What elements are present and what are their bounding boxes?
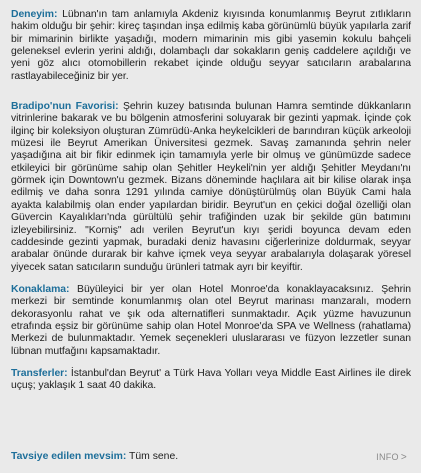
spacer	[11, 93, 411, 101]
section-heading: Konaklama:	[11, 283, 70, 295]
section-recommended-season	[11, 451, 411, 463]
info-link[interactable]	[376, 451, 407, 464]
section-bradipo-favorite	[11, 101, 411, 274]
section-heading: Deneyim:	[11, 9, 58, 20]
section-body: Şehrin kuzey batısında bulunan Hamra semtinde dükkanların vitrinlerine bakarak ve bu bölgenin atmosferini soluyarak bir gezinti yapmak. İçinde çok ilginç bir koleksiyon oluşturan Zümrüdü-Anka heykelcikleri de barındıran küçük arkeoloji müzesi ile Beyrut Amerikan Üniversitesi gezmek. Savaş zamanında şehrin neler yaşadığına ait bir fikir edinmek için tamamıyla yerle bir olmuş ve günümüzde sadece etkileyici bir görünüme sahip olan Şehitler Heykeli'nin yer aldığı Şehitler Meydanı'nı görmek için Downtown'u gezmek. Bizans döneminde haçlılara ait bir kilise olarak inşa edilmiş ve daha sonra 1291 yılında camiye dönüştürülmüş olan Büyük Cami hala ayakta kalabilmiş olan ender yapılardan biridir. Beyrut'un en çekici doğal özelliği olan Güvercin Kayalıkları'nda gürültülü şehir trafiğinden uzak bir şekilde gün batımını izleyebilirsiniz. "Korniş" adı verilen Beyrut'un kıyı şeridi boyunca devam eden caddesinde gezinti yapmak, buradaki deniz havasını ciğerlerinize doldurmak, seyyar arabalar önünde durarak bir kahve içmek veya seyyar arabalarıyla dolaşarak yöresel yiyecek satan satıcıların sunduğu ürünleri tatmak ayrı bir keyiftir.	[11, 101, 411, 273]
section-heading: Transferler:	[11, 367, 68, 379]
section-body: Tüm sene.	[126, 451, 179, 462]
section-body: İstanbul'dan Beyrut' a Türk Hava Yolları veya Middle East Airlines ile direk uçuş; yaklaşık 1 saat 40 dakika.	[11, 367, 411, 392]
section-body: Büyüleyici bir yer olan Hotel Monroe'da konaklayacaksınız. Şehrin merkezi bir semtinde konumlanmış olan otel Beyrut marinası manzaralı, modern dekorasyonlu rahat ve şık oda alternatifleri sunmaktadır. Açık yüzme havuzunun etrafında eşsiz bir görünüme sahip olan Hotel Monroe'da SPA ve Wellness (rahatlama) Merkezi de bulunmaktadır. Yemek seçenekleri uluslararası ve füzyon lezzetler sunan lübnan mutfağını kapsamaktadır.	[11, 283, 411, 357]
section-heading: Bradipo'nun Favorisi:	[11, 101, 119, 113]
section-konaklama	[11, 284, 411, 358]
section-deneyim	[11, 9, 411, 83]
info-label: INFO	[376, 452, 399, 462]
section-transferler	[11, 368, 411, 393]
section-body: Lübnan'ın tam anlamıyla Akdeniz kıyısında konumlanmış Beyrut zıtlıkların hakim olduğu bir şehir: kireç taşından inşa edilmiş kaba görünümlü büyük yapılarla zarif bir mimarinin birlikte yaşadığı, modern mimarinin mis gibi yasemin kokulu bahçeli geleneksel evlerin yerini aldığı, dolambaçlı dar sokakların geniş caddelere açıldığı ve yeni göz alıcı otomobillerin rekabet içinde olduğu seyyar satıcıların arabalarına rastlayabileceğiniz bir yer.	[11, 9, 411, 82]
section-heading: Tavsiye edilen mevsim:	[11, 451, 127, 462]
chevron-right-icon: >	[400, 452, 407, 463]
